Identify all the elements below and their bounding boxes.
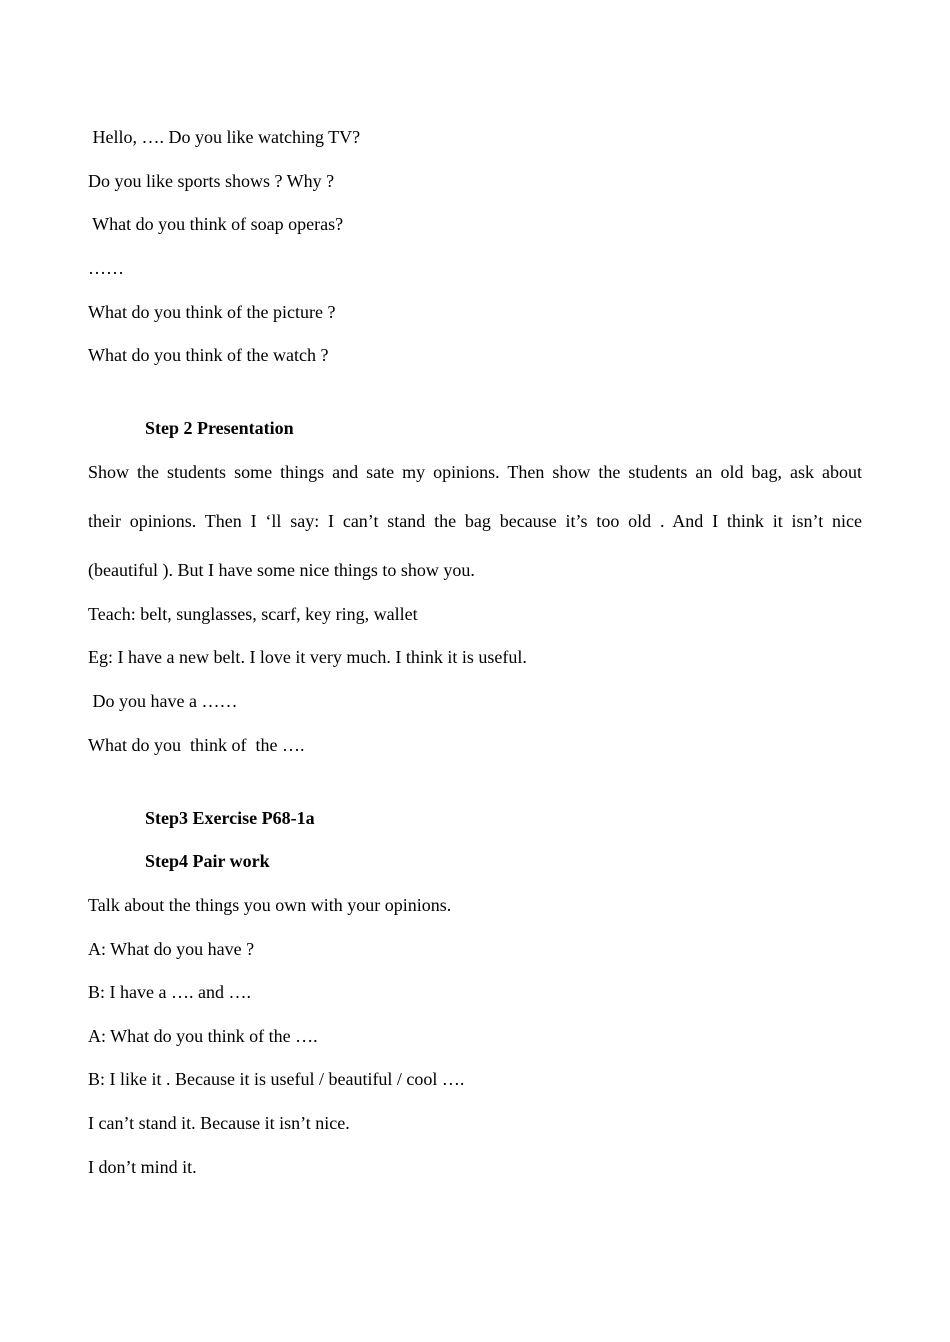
dialogue-line-a1: A: What do you have ? — [88, 939, 255, 959]
intro-line-greeting: Hello, …. Do you like watching TV? — [88, 127, 361, 147]
dialogue-line-cant-stand: I can’t stand it. Because it isn’t nice. — [88, 1113, 350, 1133]
dialogue-line-b1: B: I have a …. and …. — [88, 982, 251, 1002]
step2-prompt-think: What do you think of the …. — [88, 735, 305, 755]
intro-line-sports: Do you like sports shows ? Why ? — [88, 171, 335, 191]
step2-teach-line: Teach: belt, sunglasses, scarf, key ring, wallet — [88, 604, 418, 624]
intro-line-watch: What do you think of the watch ? — [88, 345, 329, 365]
step2-prompt-have: Do you have a …… — [88, 691, 238, 711]
dialogue-line-dont-mind: I don’t mind it. — [88, 1157, 197, 1177]
step4-instruction: Talk about the things you own with your opinions. — [88, 895, 452, 915]
dialogue-line-b2: B: I like it . Because it is useful / beautiful / cool …. — [88, 1069, 465, 1089]
step2-paragraph-line-1: Show the students some things and sate my opinions. Then show the students an old bag, ask about — [88, 462, 862, 482]
step2-paragraph-line-2: their opinions. Then I ‘ll say: I can’t stand the bag because it’s too old . And I think it isn’t nice — [88, 511, 862, 531]
step3-heading: Step3 Exercise P68-1a — [145, 808, 315, 828]
step2-example-line: Eg: I have a new belt. I love it very much. I think it is useful. — [88, 647, 527, 667]
step2-heading: Step 2 Presentation — [145, 418, 294, 438]
dialogue-line-a2: A: What do you think of the …. — [88, 1026, 318, 1046]
step2-paragraph-line-3: (beautiful ). But I have some nice things to show you. — [88, 560, 475, 580]
intro-line-ellipsis: …… — [88, 258, 124, 278]
intro-line-soap-operas: What do you think of soap operas? — [88, 214, 344, 234]
step4-heading: Step4 Pair work — [145, 851, 270, 871]
intro-line-picture: What do you think of the picture ? — [88, 302, 336, 322]
